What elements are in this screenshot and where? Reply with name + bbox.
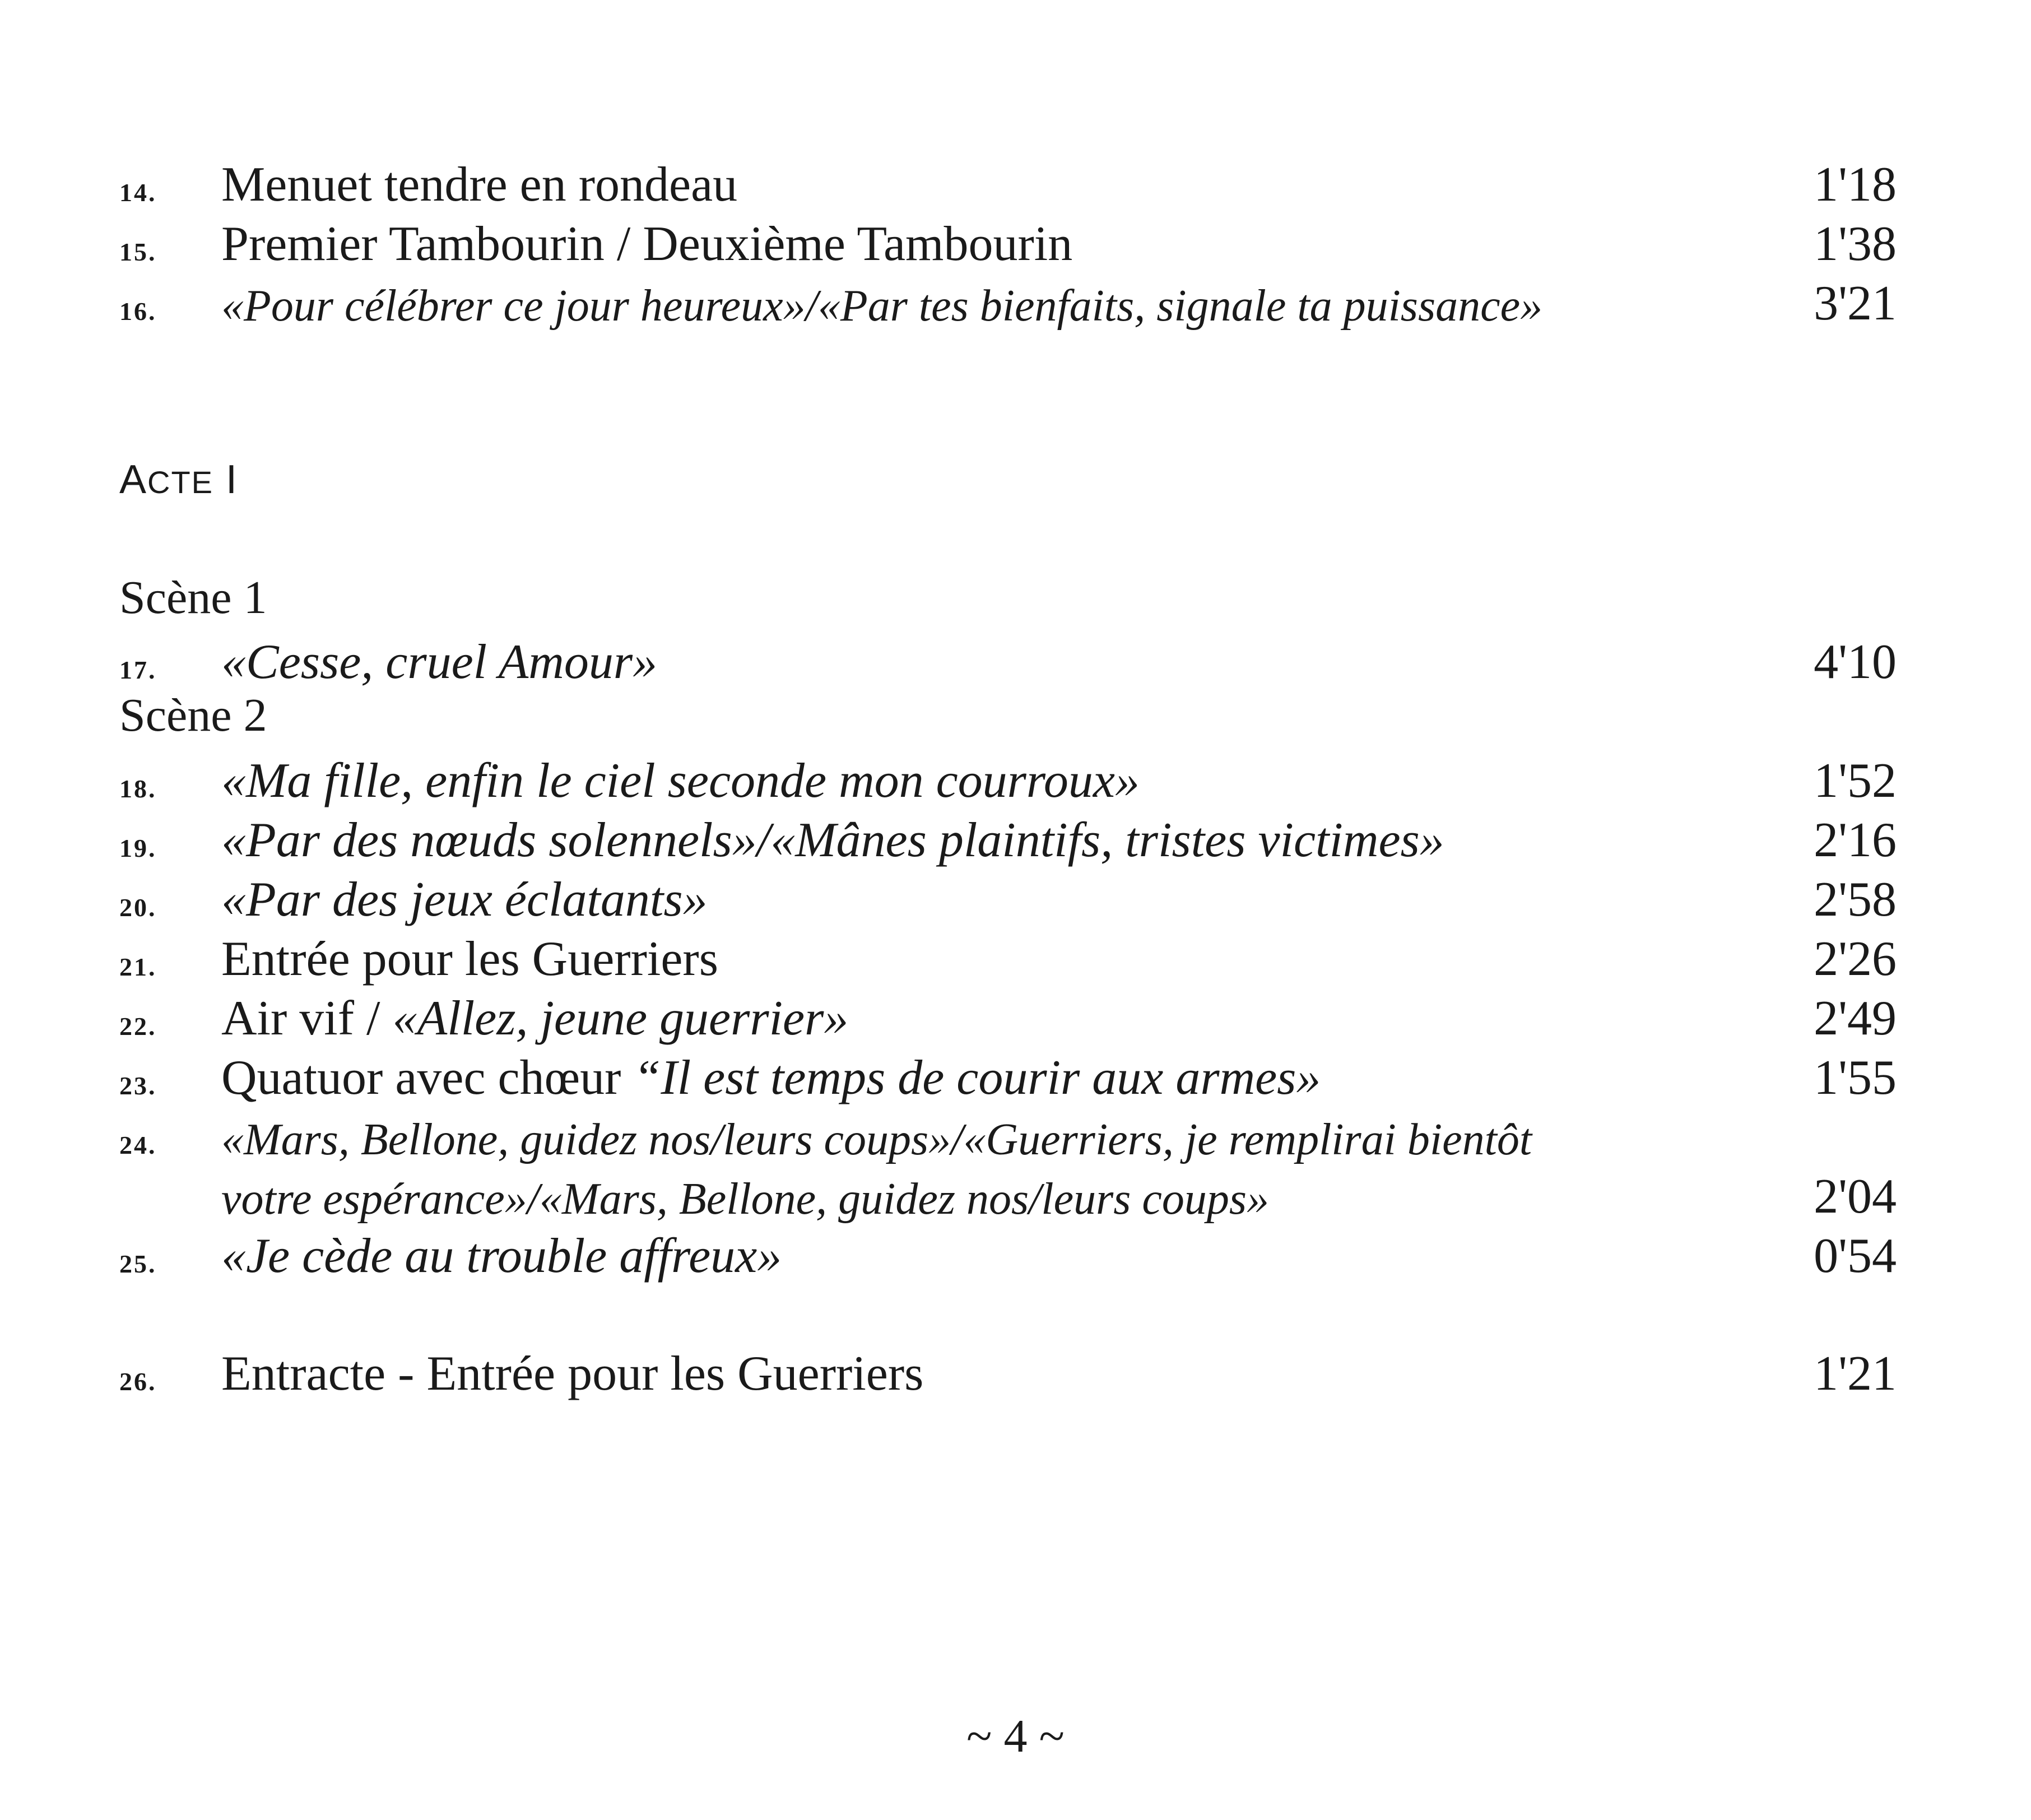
track-duration: 1'18 (1814, 157, 1897, 212)
track-title (221, 871, 708, 928)
track-row-19 (0, 807, 2031, 869)
track-title-text: Entrée pour les Guerriers (221, 932, 718, 986)
track-number: 15. (119, 238, 157, 266)
track-row-16 (0, 270, 2031, 332)
track-title (221, 990, 848, 1047)
scene-label-1: Scène 1 (119, 572, 267, 624)
track-row-26 (0, 1340, 2031, 1402)
track-title (221, 753, 1140, 809)
track-title-italic: “Il est temps de courir aux armes» (633, 1051, 1321, 1105)
act-heading-initial: A (119, 457, 148, 502)
track-title (221, 156, 737, 213)
track-number: 26. (119, 1367, 157, 1396)
track-row-15 (0, 211, 2031, 272)
track-title-text: Menuet tendre en rondeau (221, 157, 738, 212)
track-title (221, 281, 1542, 332)
track-duration: 3'21 (1814, 276, 1897, 331)
track-title-text: Entracte - Entrée pour les Guerriers (221, 1347, 924, 1401)
track-title-text: Premier Tambourin / Deuxième Tambourin (221, 217, 1073, 271)
track-title-line-1 (221, 1115, 1532, 1166)
track-title-italic: «Pour célébrer ce jour heureux»/«Par tes bienfaits, signale ta puissance» (221, 281, 1543, 331)
act-heading (119, 457, 238, 503)
act-heading-smallcaps: CTE (147, 465, 214, 500)
track-title-text: Air vif / (221, 991, 393, 1046)
track-title (221, 812, 1444, 869)
track-row-24-continued (0, 1163, 2031, 1225)
track-duration: 1'21 (1814, 1347, 1897, 1401)
track-number: 14. (119, 178, 157, 207)
track-row-24 (0, 1104, 2031, 1166)
track-number: 23. (119, 1071, 157, 1100)
track-duration: 2'04 (1814, 1169, 1897, 1224)
track-number: 22. (119, 1012, 157, 1041)
act-heading-numeral: I (213, 457, 239, 502)
track-title-italic: «Ma fille, enfin le ciel seconde mon courroux» (221, 754, 1140, 808)
track-duration: 1'55 (1814, 1051, 1897, 1105)
track-number: 25. (119, 1250, 157, 1278)
track-row-18 (0, 747, 2031, 809)
track-number: 21. (119, 953, 157, 981)
track-number: 18. (119, 774, 157, 803)
track-title-text: Quatuor avec chœur (221, 1051, 634, 1105)
track-row-14 (0, 151, 2031, 213)
track-duration: 1'52 (1814, 754, 1897, 808)
track-title-italic: «Allez, jeune guerrier» (392, 991, 849, 1046)
track-row-23 (0, 1044, 2031, 1106)
track-number: 20. (119, 893, 157, 922)
track-duration: 0'54 (1814, 1229, 1897, 1283)
track-title-italic: «Mars, Bellone, guidez nos/leurs coups»/«Guerriers, je remplirai bientôt (221, 1115, 1532, 1164)
track-row-22 (0, 985, 2031, 1047)
track-title-italic: «Par des nœuds solennels»/«Mânes plaintifs, tristes victimes» (221, 813, 1444, 867)
track-title (221, 1050, 1321, 1106)
track-number: 19. (119, 834, 157, 862)
track-title-italic: «Je cède au trouble affreux» (221, 1229, 782, 1283)
track-title-italic: «Cesse, cruel Amour» (221, 635, 658, 689)
track-title-italic: «Par des jeux éclatants» (221, 872, 708, 927)
track-title-italic: votre espérance»/«Mars, Bellone, guidez nos/leurs coups» (221, 1174, 1270, 1224)
track-duration: 2'58 (1814, 872, 1897, 927)
track-duration: 2'26 (1814, 932, 1897, 986)
track-number: 16. (119, 297, 157, 326)
track-duration: 1'38 (1814, 217, 1897, 271)
page-number: ~ 4 ~ (966, 1710, 1065, 1762)
track-duration: 4'10 (1814, 635, 1897, 689)
track-row-21 (0, 926, 2031, 987)
track-row-20 (0, 866, 2031, 928)
track-title (221, 931, 718, 987)
track-row-25 (0, 1223, 2031, 1284)
track-title (221, 1228, 782, 1284)
track-number: 17. (119, 656, 157, 684)
track-title (221, 634, 657, 690)
track-title (221, 216, 1072, 272)
track-title-line-2 (221, 1174, 1269, 1225)
track-row-17 (0, 629, 2031, 690)
scene-label-2: Scène 2 (119, 689, 267, 741)
track-duration: 2'16 (1814, 813, 1897, 867)
track-duration: 2'49 (1814, 991, 1897, 1046)
track-number: 24. (119, 1131, 157, 1159)
track-title (221, 1345, 923, 1402)
